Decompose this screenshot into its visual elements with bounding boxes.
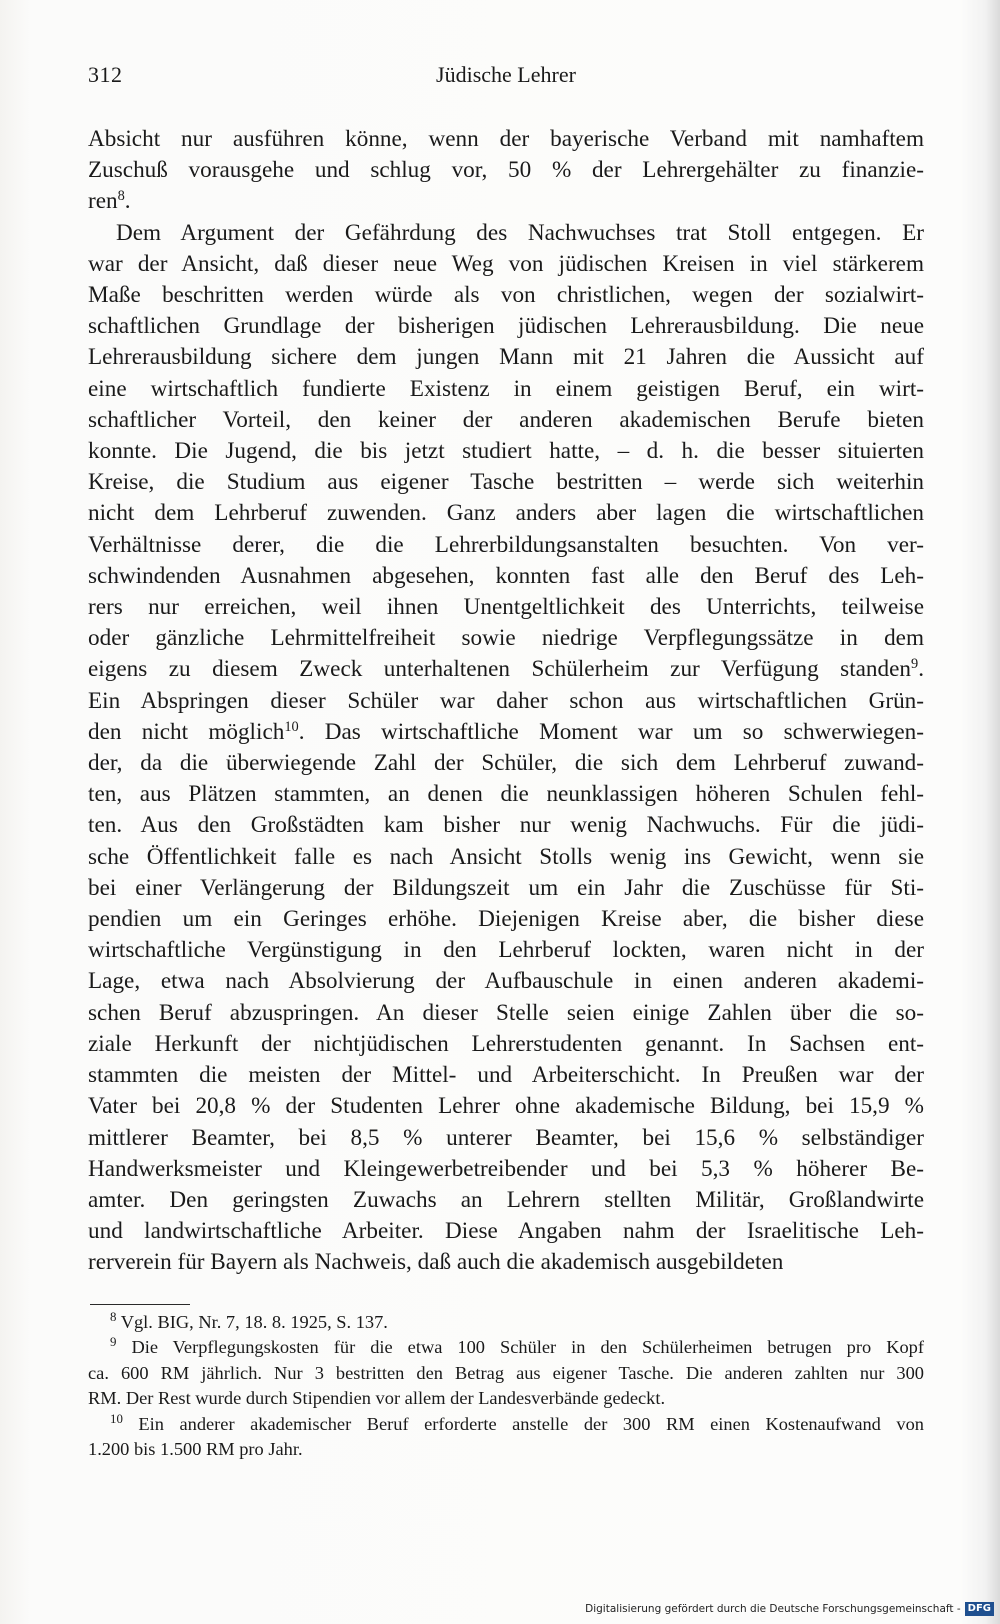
- footnote: [88, 1310, 924, 1335]
- text-line: Ein Abspringen dieser Schüler war daher schon aus wirtschaftlichen Grün-: [88, 687, 924, 714]
- footnotes: [88, 1310, 924, 1462]
- digitization-notice-text: Digitalisierung gefördert durch die Deutsche Forschungsgemeinschaft -: [585, 1603, 961, 1615]
- text-line: war der Ansicht, daß dieser neue Weg von jüdischen Kreisen in viel stärkerem: [88, 250, 924, 277]
- footnote: [88, 1335, 924, 1411]
- text-line: Dem Argument der Gefährdung des Nachwuchses trat Stoll entgegen. Er: [116, 219, 924, 246]
- text-line: ziale Herkunft der nichtjüdischen Lehrerstudenten genannt. In Sachsen ent-: [88, 1030, 924, 1057]
- text-line: schen Beruf abzuspringen. An dieser Stelle seien einige Zahlen über die so-: [88, 999, 924, 1026]
- text-line: Handwerksmeister und Kleingewerbetreibender und bei 5,3 % höherer Be-: [88, 1155, 924, 1182]
- text-line: Kreise, die Studium aus eigener Tasche bestritten – werde sich weiterhin: [88, 469, 924, 496]
- page-header: [88, 62, 924, 94]
- text-line: mittlerer Beamter, bei 8,5 % unterer Beamter, bei 15,6 % selbständiger: [88, 1124, 924, 1151]
- text-line: wirtschaftliche Vergünstigung in den Lehrberuf lockten, waren nicht in der: [88, 937, 924, 964]
- body-text: [88, 124, 924, 1279]
- text-line: konnte. Die Jugend, die bis jetzt studiert hatte, – d. h. die besser situierten: [88, 438, 924, 465]
- text-line: Absicht nur ausführen könne, wenn der bayerische Verband mit namhaftem: [88, 126, 924, 152]
- footnote-line: $^{10}$ Ein anderer akademischer Beruf erforderte anstelle der 300 RM einen Kostenaufwand von: [110, 1411, 924, 1434]
- text-line: amter. Den geringsten Zuwachs an Lehrern stellten Militär, Großlandwirte: [88, 1186, 924, 1213]
- footnote-marker[interactable]: 8: [117, 188, 125, 205]
- running-title: Jüdische Lehrer: [436, 62, 576, 87]
- text-line: stammten die meisten der Mittel- und Arbeiterschicht. In Preußen war der: [88, 1062, 924, 1089]
- footnote-separator: [90, 1304, 190, 1305]
- page-number: 312: [88, 62, 123, 87]
- text-line: pendien um ein Geringes erhöhe. Diejenigen Kreise aber, die bisher diese: [88, 906, 924, 933]
- text-line: eine wirtschaftlich fundierte Existenz in einem geistigen Beruf, ein wirt-: [88, 375, 924, 402]
- text-line: ten. Aus den Großstädten kam bisher nur wenig Nachwuchs. Für die jüdi-: [88, 812, 924, 839]
- text-line: ten, aus Plätzen stammten, an denen die neunklassigen höheren Schulen fehl-: [88, 781, 924, 808]
- text-line: oder gänzliche Lehrmittelfreiheit sowie niedrige Verpflegungssätze in dem: [88, 625, 924, 652]
- dfg-logo: DFG: [965, 1602, 994, 1616]
- text-line: der, da die überwiegende Zahl der Schüler, die sich dem Lehrberuf zuwand-: [88, 750, 924, 777]
- footnote-number: 9: [110, 1335, 117, 1350]
- text-line: Maße beschritten werden würde als von christlichen, wegen der sozialwirt-: [88, 282, 924, 309]
- text-line: bei einer Verlängerung der Bildungszeit um ein Jahr die Zuschüsse für Sti-: [88, 874, 924, 901]
- text-line: sche Öffentlichkeit falle es nach Ansicht Stolls wenig ins Gewicht, wenn sie: [88, 843, 924, 870]
- text-line: ren$^8$.: [88, 188, 131, 215]
- footnote-marker[interactable]: 10: [284, 718, 299, 735]
- footnote-number: 8: [110, 1309, 117, 1324]
- text-line: den nicht möglich$^{10}$. Das wirtschaftliche Moment war um so schwerwiegen-: [88, 718, 924, 745]
- text-line: Verhältnisse derer, die die Lehrerbildungsanstalten besuchten. Von ver-: [88, 531, 924, 558]
- text-line: eigens zu diesem Zweck unterhaltenen Schülerheim zur Verfügung standen$^9$.: [88, 656, 924, 683]
- footnote-marker[interactable]: 9: [911, 656, 919, 673]
- text-line: Vater bei 20,8 % der Studenten Lehrer ohne akademische Bildung, bei 15,9 %: [88, 1093, 924, 1120]
- footnote-number: 10: [110, 1411, 123, 1426]
- footnote-line: $^8$ Vgl. BIG, Nr. 7, 18. 8. 1925, S. 137.: [110, 1309, 388, 1332]
- text-line: schaftlicher Vorteil, den keiner der anderen akademischen Berufe bieten: [88, 406, 924, 433]
- footnote: [88, 1412, 924, 1463]
- text-line: Lage, etwa nach Absolvierung der Aufbauschule in einen anderen akademi-: [88, 968, 924, 995]
- footnote-line: RM. Der Rest wurde durch Stipendien vor allem der Landesverbände gedeckt.: [88, 1388, 666, 1409]
- text-line: Zuschuß vorausgehe und schlug vor, 50 % der Lehrergehälter zu finanzie-: [88, 157, 924, 184]
- text-line: Lehrerausbildung sichere dem jungen Mann mit 21 Jahren die Aussicht auf: [88, 344, 924, 371]
- footnote-line: 1.200 bis 1.500 RM pro Jahr.: [88, 1439, 303, 1460]
- text-line: rers nur erreichen, weil ihnen Unentgeltlichkeit des Unterrichts, teilweise: [88, 594, 924, 621]
- digitization-notice: [585, 1600, 994, 1618]
- text-line: und landwirtschaftliche Arbeiter. Diese Angaben nahm der Israelitische Leh-: [88, 1218, 924, 1245]
- footnote-line: $^9$ Die Verpflegungskosten für die etwa 100 Schüler in den Schülerheimen betrugen pro Kopf: [110, 1335, 924, 1358]
- text-line: nicht dem Lehrberuf zuwenden. Ganz anders aber lagen die wirtschaftlichen: [88, 500, 924, 527]
- text-line: rerverein für Bayern als Nachweis, daß auch die akademisch ausgebildeten: [88, 1249, 784, 1276]
- text-line: schaftlichen Grundlage der bisherigen jüdischen Lehrerausbildung. Die neue: [88, 313, 924, 340]
- footnote-line: ca. 600 RM jährlich. Nur 3 bestritten den Betrag aus eigener Tasche. Die anderen zahlten nur 300: [88, 1362, 924, 1383]
- text-line: schwindenden Ausnahmen abgesehen, konnten fast alle den Beruf des Leh-: [88, 562, 924, 589]
